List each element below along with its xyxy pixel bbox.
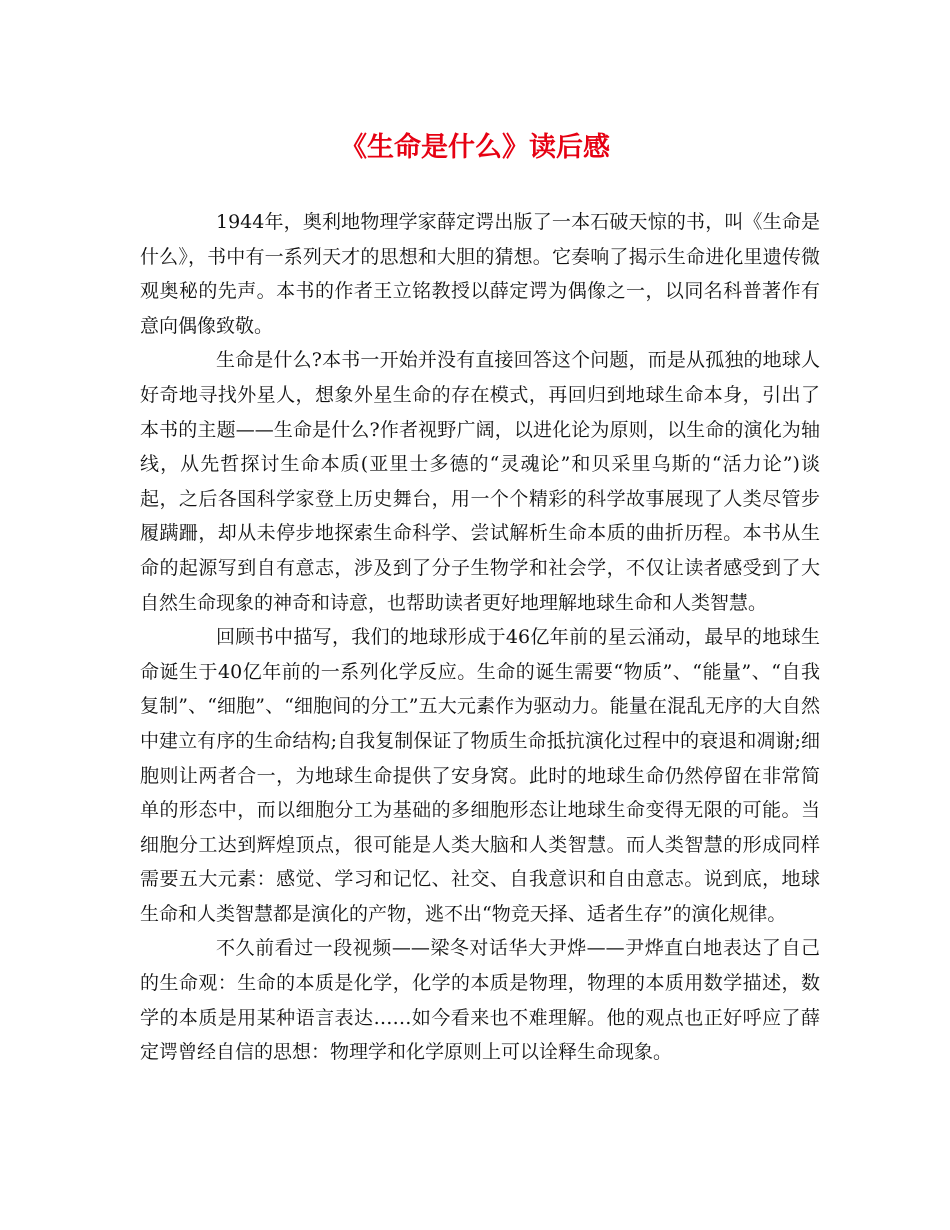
- paragraph-1: 1944年，奥利地物理学家薛定谔出版了一本石破天惊的书，叫《生命是什么》，书中有一系列天才的思想和大胆的猜想。它奏响了揭示生命进化里遗传微观奥秘的先声。本书的作者王立铭教授以薛定谔为偶像之一，以同名科普著作有意向偶像致敬。: [140, 211, 820, 337]
- page-title: 《生命是什么》读后感: [340, 132, 610, 163]
- paragraph-4: 不久前看过一段视频——梁冬对话华大尹烨——尹烨直白地表达了自己的生命观：生命的本质是化学，化学的本质是物理，物理的本质用数学描述，数学的本质是用某种语言表达……如今看来也不难理解。他的观点也正好呼应了薛定谔曾经自信的思想：物理学和化学原则上可以诠释生命现象。: [140, 937, 820, 1064]
- paragraph-3: 回顾书中描写，我们的地球形成于46亿年前的星云涌动，最早的地球生命诞生于40亿年前的一系列化学反应。生命的诞生需要“物质”、“能量”、“自我复制”、“细胞”、“细胞间的分工”五大元素作为驱动力。能量在混乱无序的大自然中建立有序的生命结构;自我复制保证了物质生命抵抗演化过程中的衰退和凋谢;细胞则让两者合一，为地球生命提供了安身窝。此时的地球生命仍然停留在非常简单的形态中，而以细胞分工为基础的多细胞形态让地球生命变得无限的可能。当细胞分工达到辉煌顶点，很可能是人类大脑和人类智慧。而人类智慧的形成同样需要五大元素：感觉、学习和记忆、社交、自我意识和自由意志。说到底，地球生命和人类智慧都是演化的产物，逃不出“物竞天择、适者生存”的演化规律。: [140, 626, 820, 925]
- document-body: [140, 205, 820, 1070]
- paragraph-2: 生命是什么?本书一开始并没有直接回答这个问题，而是从孤独的地球人好奇地寻找外星人，想象外星生命的存在模式，再回归到地球生命本身，引出了本书的主题——生命是什么?作者视野广阔，以进化论为原则，以生命的演化为轴线，从先哲探讨生命本质(亚里士多德的“灵魂论”和贝采里乌斯的“活力论”)谈起，之后各国科学家登上历史舞台，用一个个精彩的科学故事展现了人类尽管步履蹒跚，却从未停步地探索生命科学、尝试解析生命本质的曲折历程。本书从生命的起源写到自有意志，涉及到了分子生物学和社会学，不仅让读者感受到了大自然生命现象的神奇和诗意，也帮助读者更好地理解地球生命和人类智慧。: [140, 349, 820, 614]
